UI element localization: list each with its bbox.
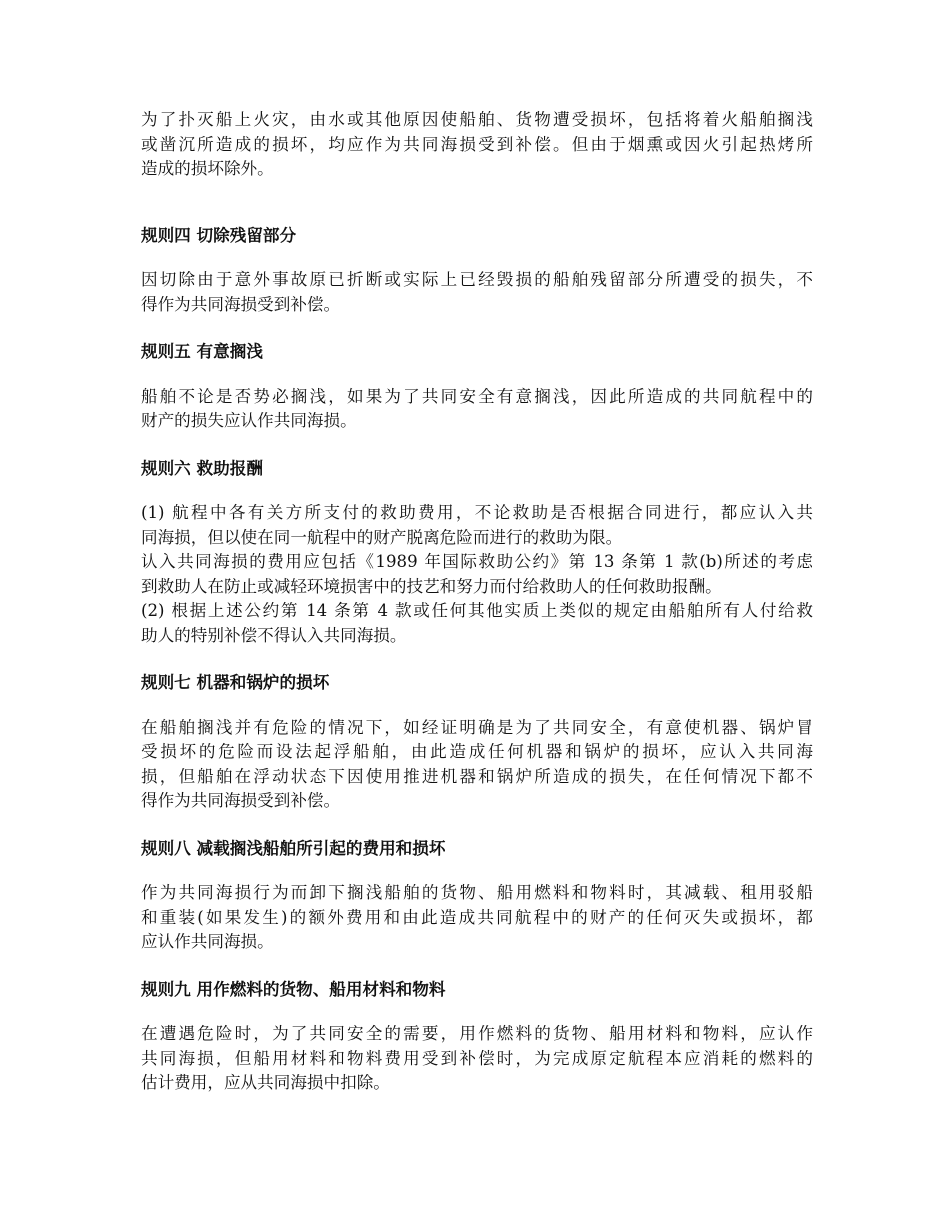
rule7-paragraph (141, 716, 813, 814)
paragraph-line: 共同海损，但船用材料和物料费用受到补偿时，为完成原定航程本应消耗的燃料的 (141, 1048, 813, 1068)
paragraph-line: 同海损，但以使在同一航程中的财产脱离危险而进行的救助为限。 (141, 527, 623, 547)
rule9-paragraph (141, 1022, 813, 1096)
paragraph-line: 或凿沉所造成的损坏，均应作为共同海损受到补偿。但由于烟熏或因火引起热烤所 (141, 134, 813, 154)
paragraph-line: 得作为共同海损受到补偿。 (141, 791, 341, 810)
paragraph-line: 应认作共同海损。 (141, 932, 274, 951)
rule5-heading: 规则五 有意搁浅 (141, 341, 263, 361)
rule6-paragraph (141, 501, 813, 648)
paragraph-line: 受损坏的危险而设法起浮船舶，由此造成任何机器和锅炉的损坏，应认入共同海 (141, 742, 813, 761)
rule8-heading: 规则八 减载搁浅船舶所引起的费用和损坏 (141, 837, 446, 858)
paragraph-line: (2) 根据上述公约第 14 条第 4 款或任何其他实质上类似的规定由船舶所有人付给救 (141, 601, 813, 620)
intro-paragraph (141, 108, 813, 182)
rule6-heading: 规则六 救助报酬 (141, 457, 263, 478)
paragraph-line: 在船舶搁浅并有危险的情况下，如经证明确是为了共同安全，有意使机器、锅炉冒 (141, 717, 813, 737)
paragraph-line: 到救助人在防止或减轻环境损害中的技艺和努力而付给救助人的任何救助报酬。 (141, 576, 722, 596)
rule9-heading: 规则九 用作燃料的货物、船用材料和物料 (141, 978, 446, 999)
rule5-paragraph (141, 385, 813, 434)
rule7-heading: 规则七 机器和锅炉的损坏 (141, 672, 330, 692)
paragraph-line: 助人的特别补偿不得认入共同海损。 (141, 625, 407, 645)
rule8-paragraph (141, 881, 813, 955)
document-page (141, 108, 813, 1096)
rule4-heading: 规则四 切除残留部分 (141, 224, 297, 245)
paragraph-line: 认入共同海损的费用应包括《1989 年国际救助公约》第 13 条第 1 款(b)所述的考虑 (141, 552, 813, 571)
paragraph-line: 估计费用，应从共同海损中扣除。 (141, 1073, 390, 1092)
paragraph-line: 在遭遇危险时，为了共同安全的需要，用作燃料的货物、船用材料和物料，应认作 (141, 1024, 813, 1043)
paragraph-line: 和重装(如果发生)的额外费用和由此造成共同航程中的财产的任何灭失或损坏，都 (141, 907, 813, 927)
paragraph-line: (1) 航程中各有关方所支付的救助费用，不论救助是否根据合同进行，都应认入共 (141, 503, 813, 522)
paragraph-line: 得作为共同海损受到补偿。 (141, 294, 341, 314)
paragraph-line: 为了扑灭船上火灾，由水或其他原因使船舶、货物遭受损坏，包括将着火船舶搁浅 (141, 110, 813, 129)
paragraph-line: 因切除由于意外事故原已折断或实际上已经毁损的船舶残留部分所遭受的损失，不 (141, 270, 813, 289)
rule4-paragraph (141, 268, 813, 317)
paragraph-line: 作为共同海损行为而卸下搁浅船舶的货物、船用燃料和物料时，其减载、租用驳船 (141, 883, 813, 902)
paragraph-line: 损，但船舶在浮动状态下因使用推进机器和锅炉所造成的损失，在任何情况下都不 (141, 766, 813, 786)
paragraph-line: 造成的损坏除外。 (141, 159, 274, 178)
paragraph-line: 船舶不论是否势必搁浅，如果为了共同安全有意搁浅，因此所造成的共同航程中的 (141, 386, 813, 406)
paragraph-line: 财产的损失应认作共同海损。 (141, 411, 357, 430)
